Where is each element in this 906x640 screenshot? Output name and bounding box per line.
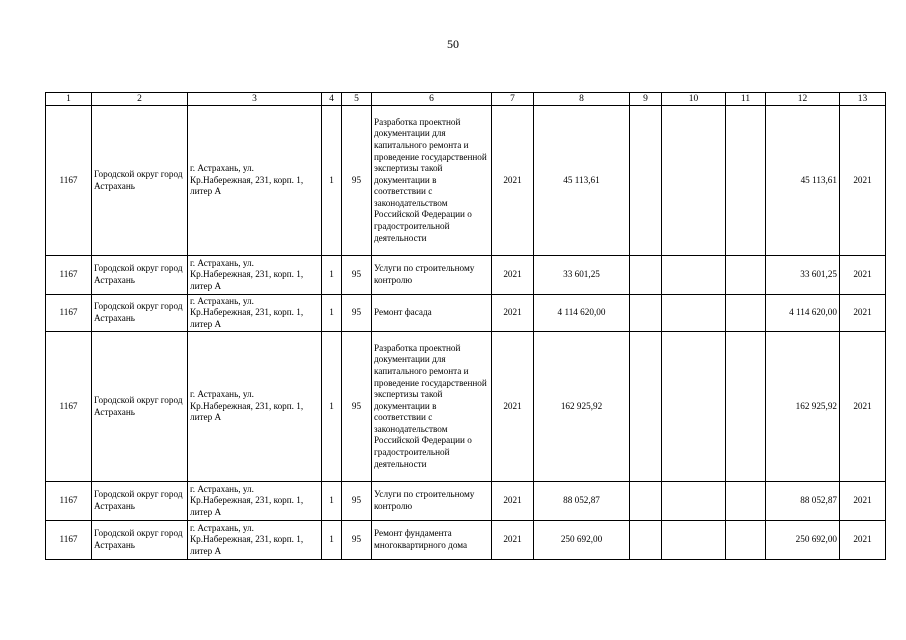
total-cell: 33 601,25 [766, 256, 840, 295]
total-cell: 250 692,00 [766, 521, 840, 560]
total-cell: 88 052,87 [766, 482, 840, 521]
total-cell: 45 113,61 [766, 106, 840, 256]
municipality-cell: Городской округ город Астрахань [92, 482, 188, 521]
cell-col5: 95 [342, 256, 372, 295]
table-row [46, 256, 886, 295]
header-cell: 11 [726, 93, 766, 106]
cell-col10 [662, 106, 726, 256]
header-cell: 3 [188, 93, 322, 106]
cell-col9 [630, 295, 662, 332]
cell-col9 [630, 521, 662, 560]
header-cell: 4 [322, 93, 342, 106]
cell-col4: 1 [322, 332, 342, 482]
header-cell: 10 [662, 93, 726, 106]
cell-col4: 1 [322, 106, 342, 256]
address-cell: г. Астрахань, ул. Кр.Набережная, 231, корп. 1, литер А [188, 482, 322, 521]
municipality-cell: Городской округ город Астрахань [92, 106, 188, 256]
header-cell: 6 [372, 93, 492, 106]
cell-col4: 1 [322, 295, 342, 332]
year-cell: 2021 [492, 521, 534, 560]
cell-col5: 95 [342, 332, 372, 482]
cell-col10 [662, 521, 726, 560]
cost-cell: 4 114 620,00 [534, 295, 630, 332]
program-table [45, 92, 886, 560]
work-type-cell: Услуги по строительному контролю [372, 482, 492, 521]
header-cell: 8 [534, 93, 630, 106]
cost-cell: 33 601,25 [534, 256, 630, 295]
year-cell: 2021 [492, 332, 534, 482]
cell-col5: 95 [342, 482, 372, 521]
row-number-cell: 1167 [46, 256, 92, 295]
table-row [46, 521, 886, 560]
cell-col5: 95 [342, 521, 372, 560]
address-cell: г. Астрахань, ул. Кр.Набережная, 231, корп. 1, литер А [188, 332, 322, 482]
header-cell: 9 [630, 93, 662, 106]
cell-col11 [726, 295, 766, 332]
cell-col9 [630, 256, 662, 295]
address-cell: г. Астрахань, ул. Кр.Набережная, 231, корп. 1, литер А [188, 521, 322, 560]
table-row [46, 332, 886, 482]
work-type-cell: Разработка проектной документации для капитального ремонта и проведение государственной экспертизы такой документации в соответствии с законодательством Российской Федерации о градостроительной деятельности [372, 332, 492, 482]
cell-col9 [630, 482, 662, 521]
row-number-cell: 1167 [46, 295, 92, 332]
municipality-cell: Городской округ город Астрахань [92, 521, 188, 560]
table-row [46, 295, 886, 332]
work-type-cell: Ремонт фасада [372, 295, 492, 332]
address-cell: г. Астрахань, ул. Кр.Набережная, 231, корп. 1, литер А [188, 256, 322, 295]
cell-col9 [630, 106, 662, 256]
address-cell: г. Астрахань, ул. Кр.Набережная, 231, корп. 1, литер А [188, 106, 322, 256]
year-cell: 2021 [492, 295, 534, 332]
cost-cell: 45 113,61 [534, 106, 630, 256]
cell-col4: 1 [322, 521, 342, 560]
cell-col11 [726, 482, 766, 521]
table-row [46, 106, 886, 256]
header-cell: 7 [492, 93, 534, 106]
header-cell: 12 [766, 93, 840, 106]
completion-year-cell: 2021 [840, 521, 886, 560]
completion-year-cell: 2021 [840, 295, 886, 332]
cell-col4: 1 [322, 256, 342, 295]
cell-col10 [662, 482, 726, 521]
year-cell: 2021 [492, 106, 534, 256]
completion-year-cell: 2021 [840, 256, 886, 295]
row-number-cell: 1167 [46, 332, 92, 482]
header-cell: 2 [92, 93, 188, 106]
cell-col10 [662, 332, 726, 482]
row-number-cell: 1167 [46, 482, 92, 521]
work-type-cell: Ремонт фундамента многоквартирного дома [372, 521, 492, 560]
header-cell: 5 [342, 93, 372, 106]
cell-col10 [662, 256, 726, 295]
work-type-cell: Разработка проектной документации для капитального ремонта и проведение государственной экспертизы такой документации в соответствии с законодательством Российской Федерации о градостроительной деятельности [372, 106, 492, 256]
cell-col11 [726, 106, 766, 256]
page-number: 50 [447, 37, 459, 51]
completion-year-cell: 2021 [840, 332, 886, 482]
cell-col4: 1 [322, 482, 342, 521]
municipality-cell: Городской округ город Астрахань [92, 332, 188, 482]
cell-col5: 95 [342, 106, 372, 256]
cost-cell: 162 925,92 [534, 332, 630, 482]
address-cell: г. Астрахань, ул. Кр.Набережная, 231, корп. 1, литер А [188, 295, 322, 332]
cell-col10 [662, 295, 726, 332]
cell-col11 [726, 521, 766, 560]
cost-cell: 88 052,87 [534, 482, 630, 521]
row-number-cell: 1167 [46, 521, 92, 560]
work-type-cell: Услуги по строительному контролю [372, 256, 492, 295]
row-number-cell: 1167 [46, 106, 92, 256]
cell-col11 [726, 256, 766, 295]
cell-col5: 95 [342, 295, 372, 332]
cost-cell: 250 692,00 [534, 521, 630, 560]
table-row [46, 482, 886, 521]
completion-year-cell: 2021 [840, 106, 886, 256]
total-cell: 162 925,92 [766, 332, 840, 482]
cell-col9 [630, 332, 662, 482]
cell-col11 [726, 332, 766, 482]
header-cell: 1 [46, 93, 92, 106]
header-row [46, 93, 886, 106]
year-cell: 2021 [492, 482, 534, 521]
completion-year-cell: 2021 [840, 482, 886, 521]
total-cell: 4 114 620,00 [766, 295, 840, 332]
year-cell: 2021 [492, 256, 534, 295]
municipality-cell: Городской округ город Астрахань [92, 295, 188, 332]
header-cell: 13 [840, 93, 886, 106]
municipality-cell: Городской округ город Астрахань [92, 256, 188, 295]
